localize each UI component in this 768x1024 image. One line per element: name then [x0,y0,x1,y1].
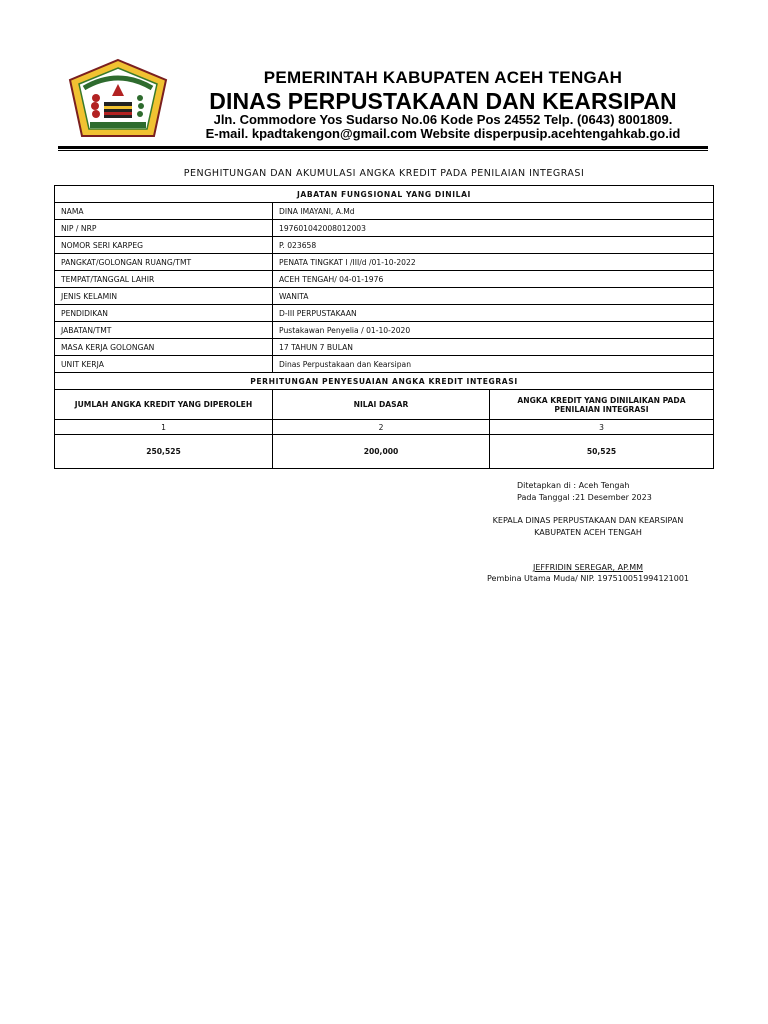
field-label: NAMA [55,203,273,219]
field-label: UNIT KERJA [55,356,273,372]
field-value: DINA IMAYANI, A.Md [279,206,355,216]
field-value: P. 023658 [279,240,317,250]
field-row [55,203,713,220]
signatory-position-line1: KEPALA DINAS PERPUSTAKAAN DAN KEARSIPAN [492,516,684,525]
assessment-table [54,185,714,469]
calc-value-angka-kredit: 50,525 [586,447,617,456]
regency-emblem-icon [66,58,170,140]
calc-header-angka-kredit: ANGKA KREDIT YANG DINILAIKAN PADA PENILAIAN INTEGRASI [517,395,686,414]
field-label: TEMPAT/TANGGAL LAHIR [55,271,273,287]
signature-date: Pada Tanggal :21 Desember 2023 [517,493,652,502]
field-label: MASA KERJA GOLONGAN [55,339,273,355]
signatory-name: JEFFRIDIN SEREGAR, AP.MM [532,563,644,572]
government-name: PEMERINTAH KABUPATEN ACEH TENGAH [263,68,623,87]
signatory-rank-nip: Pembina Utama Muda/ NIP. 197510051994121001 [486,574,690,583]
signatory-position-line2: KABUPATEN ACEH TENGAH [534,528,642,537]
field-label: PANGKAT/GOLONGAN RUANG/TMT [55,254,273,270]
calc-column-headers [55,390,713,420]
calc-column-numbers [55,420,713,435]
office-name: DINAS PERPUSTAKAAN DAN KEARSIPAN [209,88,677,114]
field-row [55,220,713,237]
calc-number-3: 3 [599,422,604,432]
field-row [55,322,713,339]
field-value: ACEH TENGAH/ 04-01-1976 [279,274,384,284]
field-row [55,254,713,271]
field-row [55,356,713,373]
field-label: NOMOR SERI KARPEG [55,237,273,253]
employee-fields [55,203,713,373]
field-value: Dinas Perpustakaan dan Kearsipan [279,359,412,369]
field-label: NIP / NRP [55,220,273,236]
calc-number-2: 2 [273,420,490,434]
section-header-perhitungan: PERHITUNGAN PENYESUAIAN ANGKA KREDIT INTEGRASI [55,373,713,390]
field-row [55,305,713,322]
field-label: PENDIDIKAN [55,305,273,321]
section-header-jabatan: JABATAN FUNGSIONAL YANG DINILAI [55,186,713,203]
calc-header-jumlah: JUMLAH ANGKA KREDIT YANG DIPEROLEH [55,390,273,419]
field-label: JENIS KELAMIN [55,288,273,304]
field-value: D-III PERPUSTAKAAN [279,308,357,318]
calc-value-nilai-dasar: 200,000 [273,435,490,468]
field-value: 197601042008012003 [279,223,366,233]
document-title: PENGHITUNGAN DAN AKUMULASI ANGKA KREDIT PADA PENILAIAN INTEGRASI [183,168,585,179]
field-row [55,237,713,254]
field-value: WANITA [279,291,309,301]
letterhead-rule-thick [58,146,708,149]
calc-value-jumlah: 250,525 [55,435,273,468]
field-value: Pustakawan Penyelia / 01-10-2020 [279,325,411,335]
letterhead-rule-thin [58,150,708,151]
field-row [55,271,713,288]
field-row [55,288,713,305]
calc-values-row [55,435,713,468]
field-value: 17 TAHUN 7 BULAN [279,342,353,352]
office-address: Jln. Commodore Yos Sudarso No.06 Kode Pos 24552 Telp. (0643) 8001809. [213,112,673,127]
field-value: PENATA TINGKAT I /III/d /01-10-2022 [279,257,416,267]
calc-number-1: 1 [55,420,273,434]
letterhead [58,54,708,146]
calc-header-nilai-dasar: NILAI DASAR [273,390,490,419]
signature-place: Ditetapkan di : Aceh Tengah [517,481,630,490]
field-row [55,339,713,356]
field-label: JABATAN/TMT [55,322,273,338]
office-contact: E-mail. kpadtakengon@gmail.com Website disperpusip.acehtengahkab.go.id [205,126,681,141]
